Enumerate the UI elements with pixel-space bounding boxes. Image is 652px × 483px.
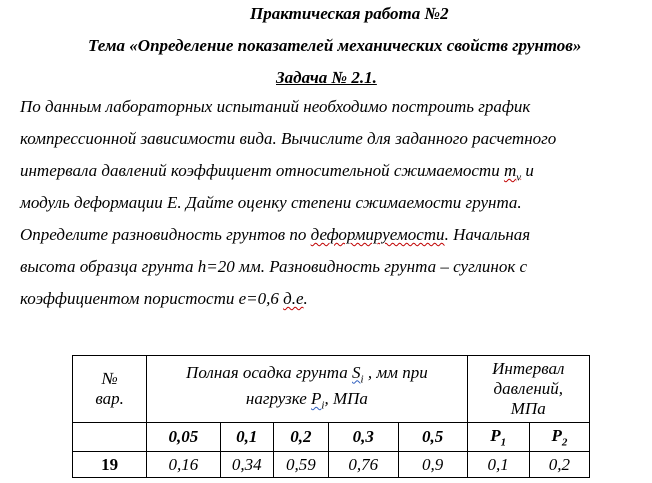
- text-line-1: По данным лабораторных испытаний необходимо построить график: [20, 97, 531, 116]
- text-line-6: высота образца грунта h=20 мм. Разновидность грунта – суглинок с: [20, 257, 528, 276]
- value-cell: 0,59: [274, 452, 329, 478]
- value-cell: 0,16: [147, 452, 220, 478]
- text-line-3: интервала давлений коэффициент относительной сжимаемости $m_v$ и: [20, 161, 534, 184]
- header-variant: № вар.: [73, 356, 147, 423]
- value-cell: 0,34: [220, 452, 274, 478]
- subheader-empty: [73, 423, 147, 452]
- table-header-row: [73, 356, 590, 423]
- load-cell: 0,05: [147, 423, 220, 452]
- load-cell: 0,2: [274, 423, 329, 452]
- task-heading: Задача № 2.1.: [276, 68, 377, 87]
- page-title: Практическая работа №2: [250, 4, 449, 23]
- value-cell: 0,76: [328, 452, 398, 478]
- text-line-7: коэффициентом пористости е=0,6 д.е.: [20, 289, 308, 308]
- load-cell: 0,3: [328, 423, 398, 452]
- value-cell: 0,9: [398, 452, 467, 478]
- p2-value: 0,2: [529, 452, 589, 478]
- p2-header: $P_2$: [529, 423, 589, 452]
- text-line-5: Определите разновидность грунтов по деформируемости. Начальная: [20, 225, 531, 244]
- text-line-2: компрессионной зависимости вида. Вычислите для заданного расчетного: [20, 129, 557, 148]
- data-table: [72, 355, 590, 478]
- spellcheck-mark: д.е: [283, 289, 304, 308]
- theme-heading: Тема «Определение показателей механических свойств грунтов»: [88, 36, 582, 55]
- variant-cell: 19: [73, 452, 147, 478]
- table-subheader-row: [73, 423, 590, 452]
- spellcheck-mark: $m_v$: [503, 161, 522, 184]
- p1-value: 0,1: [467, 452, 529, 478]
- table-row: [73, 452, 590, 478]
- load-cell: 0,5: [398, 423, 467, 452]
- header-interval: Интервал давлений, МПа: [467, 356, 589, 423]
- text-line-4: модуль деформации Е. Дайте оценку степени сжимаемости грунта.: [20, 193, 522, 212]
- header-settlement: Полная осадка грунта $S_i$ , мм при нагрузке $P_i$, МПа: [147, 356, 467, 423]
- spellcheck-mark: деформируемости: [310, 225, 445, 244]
- p1-header: $P_1$: [467, 423, 529, 452]
- load-cell: 0,1: [220, 423, 274, 452]
